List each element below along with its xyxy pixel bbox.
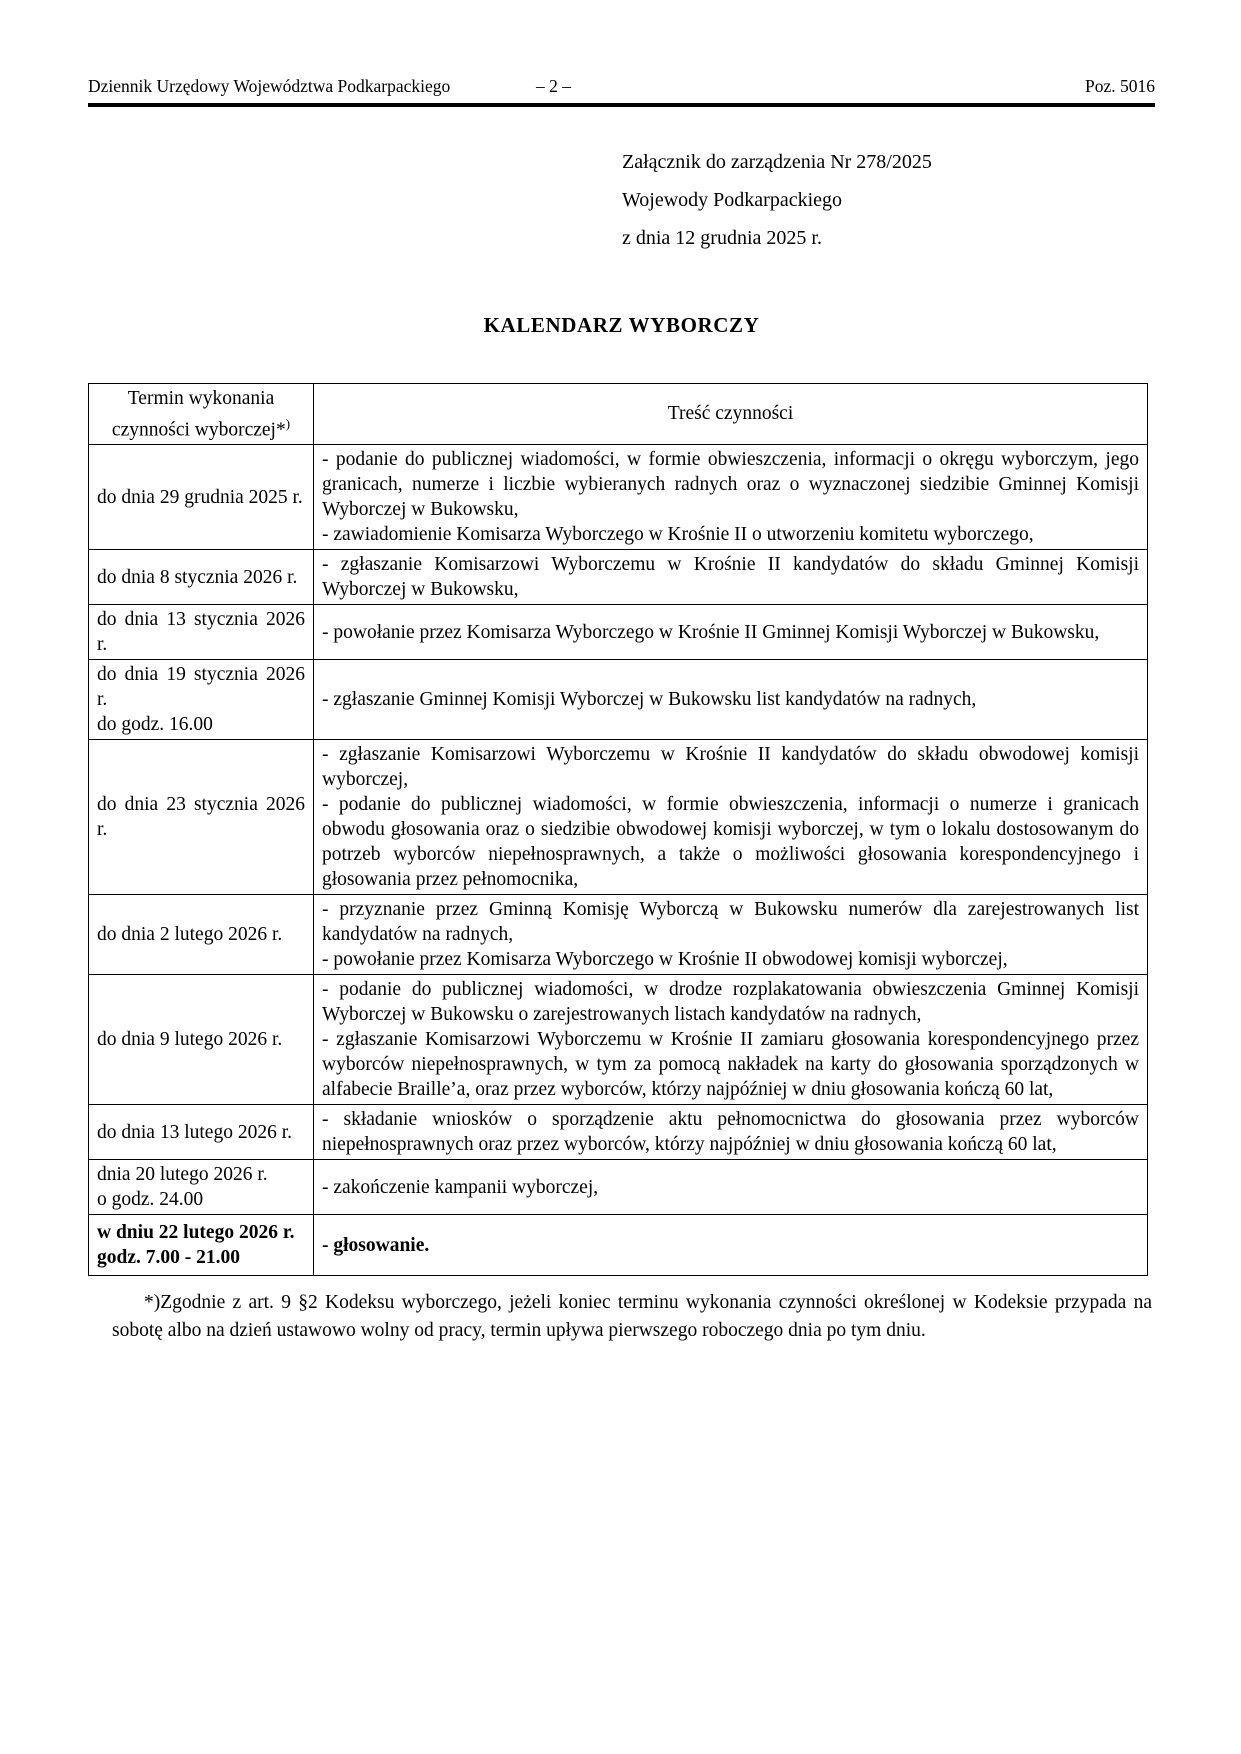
table-row xyxy=(89,740,1148,895)
activity-item: - zawiadomienie Komisarza Wyborczego w Krośnie II o utworzeniu komitetu wyborczego, xyxy=(322,524,1034,545)
term-cell xyxy=(89,975,314,1105)
activity-item: - podanie do publicznej wiadomości, w drodze rozplakatowania obwieszczenia Gminnej Komisji Wyborczej w Bukowsku o zarejestrowanych listach kandydatów na radnych, xyxy=(322,979,1139,1025)
term-cell xyxy=(89,1105,314,1160)
term-cell xyxy=(89,895,314,975)
activity-item: - powołanie przez Komisarza Wyborczego w Krośnie II obwodowej komisji wyborczej, xyxy=(322,949,1008,970)
term-cell xyxy=(89,445,314,550)
table-row xyxy=(89,605,1148,660)
term-line: do dnia 9 lutego 2026 r. xyxy=(97,1029,283,1050)
running-header xyxy=(88,76,1155,98)
term-line: do dnia 19 stycznia 2026 r. xyxy=(97,664,305,710)
activity-item: - przyznanie przez Gminną Komisję Wyborczą w Bukowsku numerów dla zarejestrowanych list kandydatów na radnych, xyxy=(322,899,1139,945)
election-calendar-table xyxy=(88,383,1148,1277)
term-header-line2: czynności wyborczej*) xyxy=(111,415,291,440)
footnote-marker: ) xyxy=(285,415,291,431)
content-cell xyxy=(314,605,1148,660)
term-cell xyxy=(89,550,314,605)
page-title: KALENDARZ WYBORCZY xyxy=(483,312,760,337)
table-body xyxy=(89,445,1148,1276)
term-cell xyxy=(89,1215,314,1276)
term-line: do dnia 29 grudnia 2025 r. xyxy=(97,486,303,508)
page-number: – 2 – xyxy=(536,76,571,96)
attachment-block xyxy=(622,143,1155,257)
term-line: w dniu 22 lutego 2026 r. xyxy=(97,1222,295,1243)
attachment-line: Załącznik do zarządzenia Nr 278/2025 xyxy=(622,150,932,173)
term-line: do dnia 2 lutego 2026 r. xyxy=(97,924,283,945)
attachment-line: z dnia 12 grudnia 2025 r. xyxy=(622,226,822,249)
term-line: godz. 7.00 - 21.00 xyxy=(97,1247,240,1268)
content-cell xyxy=(314,1215,1148,1276)
activity-item: - podanie do publicznej wiadomości, w formie obwieszczenia, informacji o numerze i granicach obwodu głosowania oraz o siedzibie obwodowej komisji wyborczej, w tym o lokalu dostosowanym do potrzeb wyborców niepełnosprawnych, a także o możliwości głosowania korespondencyjnego i głosowania przez pełnomocnika, xyxy=(322,794,1139,890)
content-column-header: Treść czynności xyxy=(314,383,1148,445)
header-rule xyxy=(88,103,1155,107)
term-cell xyxy=(89,605,314,660)
activity-item: - podanie do publicznej wiadomości, w formie obwieszczenia, informacji o okręgu wyborczym, jego granicach, numerze i liczbie wybieranych radnych oraz o wyznaczonej siedzibie Gminnej Komisji Wyborczej w Bukowsku, xyxy=(322,449,1139,520)
term-column-header xyxy=(89,383,314,445)
term-line: o godz. 24.00 xyxy=(97,1189,204,1210)
position-number: Poz. 5016 xyxy=(1085,76,1155,96)
table-row xyxy=(89,1215,1148,1276)
attachment-line: Wojewody Podkarpackiego xyxy=(622,188,842,211)
term-line: dnia 20 lutego 2026 r. xyxy=(97,1164,268,1185)
activity-item: - zgłaszanie Komisarzowi Wyborczemu w Krośnie II kandydatów do składu Gminnej Komisji Wyborczej w Bukowsku, xyxy=(322,554,1139,600)
activity-item: - składanie wniosków o sporządzenie aktu pełnomocnictwa do głosowania przez wyborców niepełnosprawnych oraz przez wyborców, którzy najpóźniej w dniu głosowania kończą 60 lat, xyxy=(322,1109,1139,1155)
content-cell xyxy=(314,975,1148,1105)
term-line: do dnia 13 lutego 2026 r. xyxy=(97,1121,292,1143)
footnote-text: *)Zgodnie z art. 9 §2 Kodeksu wyborczego, jeżeli koniec terminu wykonania czynności określonej w Kodeksie przypada na sobotę albo na dzień ustawowo wolny od pracy, termin upływa pierwszego roboczego dnia po tym dniu. xyxy=(112,1292,1152,1341)
activity-item: - zgłaszanie Komisarzowi Wyborczemu w Krośnie II kandydatów do składu obwodowej komisji wyborczej, xyxy=(322,744,1139,790)
table-row xyxy=(89,445,1148,550)
term-line: do godz. 16.00 xyxy=(97,714,213,735)
content-cell xyxy=(314,1160,1148,1215)
term-cell xyxy=(89,660,314,740)
table-row xyxy=(89,1160,1148,1215)
table-row xyxy=(89,895,1148,975)
activity-item: - głosowanie. xyxy=(322,1234,430,1256)
content-cell xyxy=(314,740,1148,895)
content-cell xyxy=(314,445,1148,550)
activity-item: - zgłaszanie Gminnej Komisji Wyborczej w Bukowsku list kandydatów na radnych, xyxy=(322,689,977,710)
table-row xyxy=(89,1105,1148,1160)
table-row xyxy=(89,660,1148,740)
activity-item: - zgłaszanie Komisarzowi Wyborczemu w Krośnie II zamiaru głosowania korespondencyjnego przez wyborców niepełnosprawnych, w tym za pomocą nakładek na karty do głosowania sporządzonych w alfabecie Braille’a, oraz przez wyborców, którzy najpóźniej w dniu głosowania kończą 60 lat, xyxy=(322,1029,1139,1100)
gazette-name: Dziennik Urzędowy Województwa Podkarpackiego xyxy=(88,76,451,96)
activity-item: - powołanie przez Komisarza Wyborczego w Krośnie II Gminnej Komisji Wyborczej w Bukowsku, xyxy=(322,621,1100,643)
table-row xyxy=(89,975,1148,1105)
table-header-row xyxy=(89,383,1148,445)
term-cell xyxy=(89,740,314,895)
term-line: do dnia 8 stycznia 2026 r. xyxy=(97,566,298,588)
table-row xyxy=(89,550,1148,605)
content-cell xyxy=(314,550,1148,605)
content-cell xyxy=(314,660,1148,740)
term-line: do dnia 13 stycznia 2026 r. xyxy=(97,609,305,655)
term-line: do dnia 23 stycznia 2026 r. xyxy=(97,794,305,840)
content-cell xyxy=(314,895,1148,975)
content-cell xyxy=(314,1105,1148,1160)
term-header-line1: Termin wykonania xyxy=(127,387,275,409)
activity-item: - zakończenie kampanii wyborczej, xyxy=(322,1176,599,1198)
term-cell xyxy=(89,1160,314,1215)
